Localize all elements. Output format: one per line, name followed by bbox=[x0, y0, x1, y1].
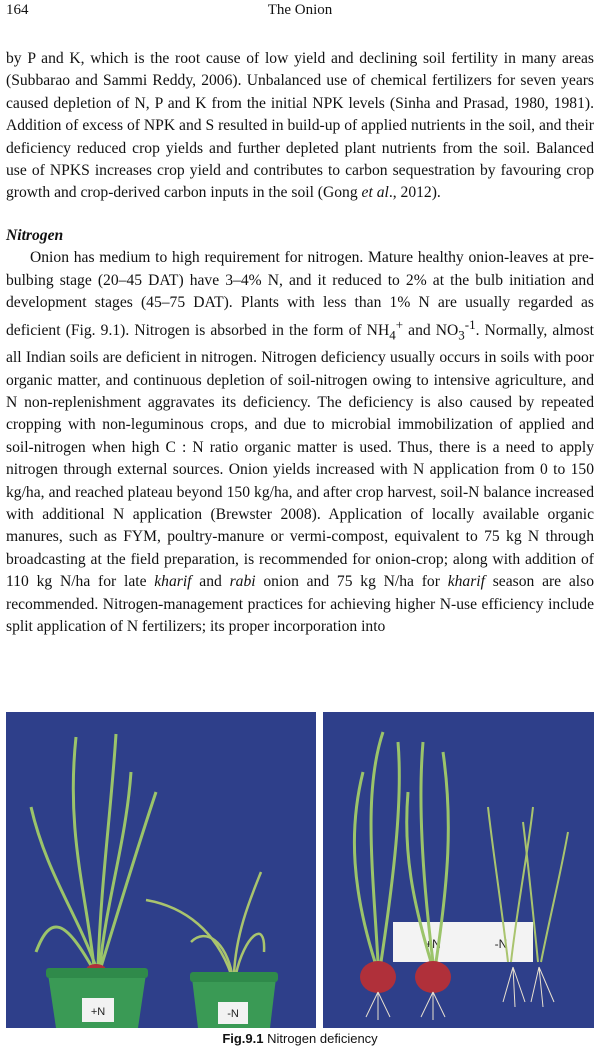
card-label-plus: +N bbox=[425, 937, 441, 951]
photo-uprooted-onions bbox=[323, 712, 594, 1028]
pot-label-minus: -N bbox=[227, 1008, 239, 1020]
section-heading: Nitrogen bbox=[6, 226, 64, 244]
card-label-minus: -N bbox=[494, 937, 508, 951]
photo-potted-onions bbox=[6, 712, 316, 1028]
page-header bbox=[6, 2, 594, 24]
body-text bbox=[6, 48, 594, 638]
paragraph-2: Onion has medium to high requirement for nitrogen. Mature healthy onion-leaves at pre-bulbing stage (20–45 DAT) have 3–4% N, and it reduced to 2% at the bulb initiation and development stages (45–75 DAT). Plants with less than 1% N are usually regarded as deficient (Fig. 9.1). Nitrogen is absorbed in the form of $NH_4^+$ and $NO_3^{-1}$. Normally, almost all Indian soils are deficient in nitrogen. Nitrogen deficiency usually occurs in soils with poor organic matter, and continuous depletion of soil-nitrogen owing to intensive agriculture, and N non-replenishment aggravates its deficiency. The deficiency is also caused by repeated cropping with non-leguminous crops, and due to microbial immobilization of applied and soil-nitrogen when high C : N ratio organic matter is used. Thus, there is a need to apply nitrogen through external sources. Onion yields increased with N application from 0 to 150 kg/ha, and reached plateau beyond 150 kg/ha, and after crop harvest, soil-N balance increased with additional N application (Brewster 2008). Application of locally available organic manures, such as FYM, poultry-manure or vermi-compost, equivalent to 75 kg N through broadcasting at the field preparation, is recommended for onion-crop; along with addition of 110 kg N/ha for late kharif and rabi onion and 75 kg N/ha for kharif season are also recommended. Nitrogen-management practices for achieving higher N-use efficiency include split application of N fertilizers; its proper incorporation into bbox=[6, 249, 594, 636]
running-title: The Onion bbox=[267, 2, 333, 18]
paragraph-1: by P and K, which is the root cause of low yield and declining soil fertility in many areas (Subbarao and Sammi Reddy, 2006). Unbalanced use of chemical fertilizers for seven years caused depletion of N, P and K from the initial NPK levels (Sinha and Prasad, 1980, 1981). Addition of excess of NPK and S resulted in build-up of applied nutrients in the soil, and their deficiency reduced crop yields and further depleted plant nutrients from the soil. Balanced use of NPKS increases crop yield and contributes to carbon sequestration by favouring crop growth and crop-derived carbon inputs in the soil (Gong et al., 2012). bbox=[6, 50, 594, 202]
pot-label-plus: +N bbox=[90, 1006, 106, 1018]
figure-9-1 bbox=[6, 712, 594, 1028]
page-number: 164 bbox=[6, 2, 29, 18]
figure-caption: Fig.9.1 Nitrogen deficiency bbox=[222, 1031, 378, 1046]
